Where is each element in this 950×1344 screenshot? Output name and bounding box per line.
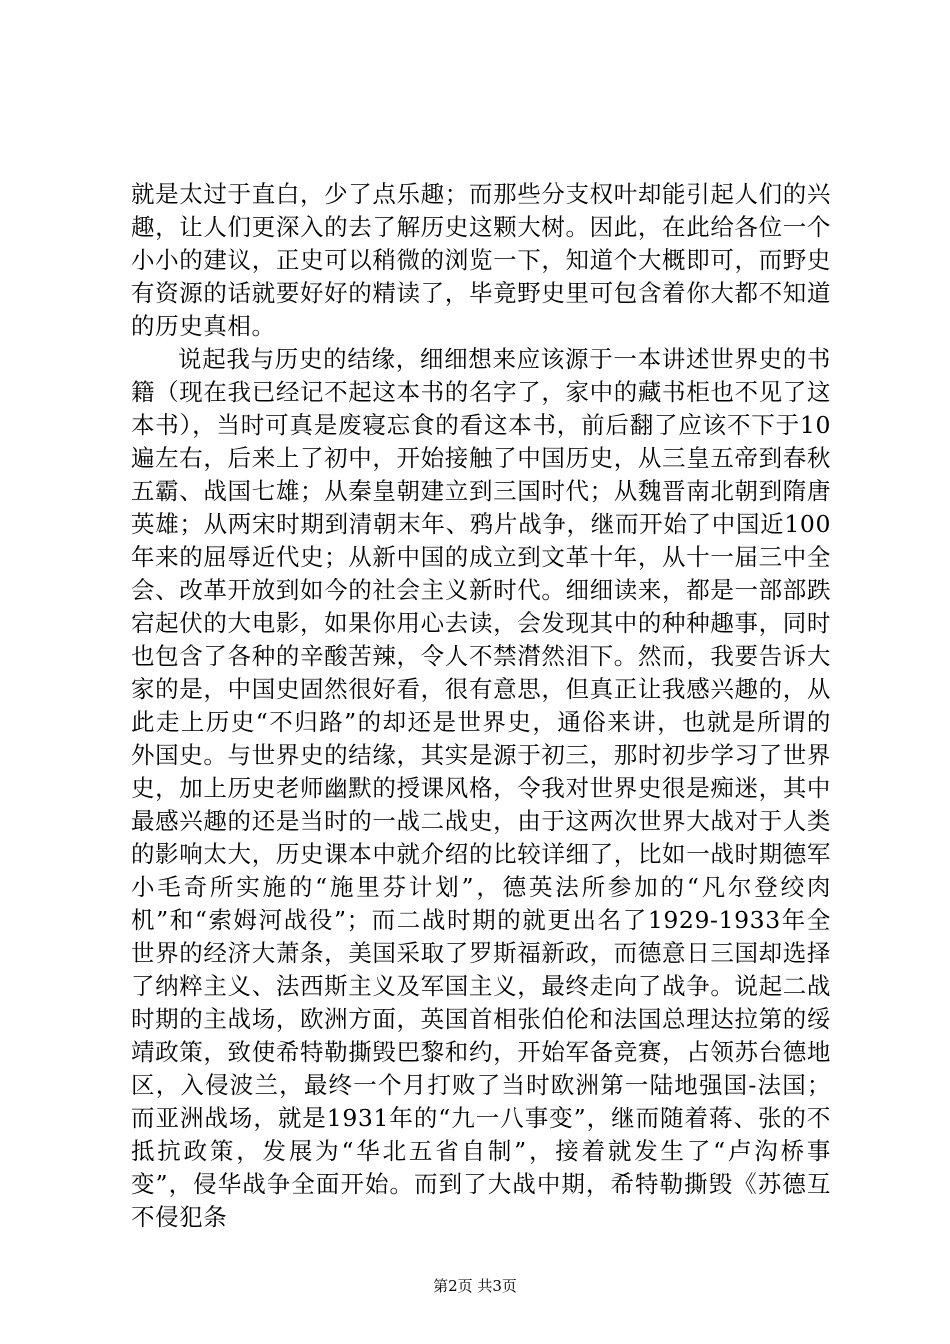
paragraph-continued: 就是太过于直白，少了点乐趣；而那些分支权叶却能引起人们的兴趣，让人们更深入的去了解历史这颗大树。因此，在此给各位一个小小的建议，正史可以稍微的浏览一下，知道个大概即可，而野史有资源的话就要好好的精读了，毕竟野史里可包含着你大都不知道的历史真相。 — [131, 180, 831, 340]
page-footer — [0, 1276, 950, 1296]
paragraph-history-origin: 说起我与历史的结缘，细细想来应该源于一本讲述世界史的书籍（现在我已经记不起这本书的名字了，家中的藏书柜也不见了这本书），当时可真是废寝忘食的看这本书，前后翻了应该不下于10遍左右，后来上了初中，开始接触了中国历史，从三皇五帝到春秋五霸、战国七雄；从秦皇朝建立到三国时代；从魏晋南北朝到隋唐英雄；从两宋时期到清朝末年、鸦片战争，继而开始了中国近100年来的屈辱近代史；从新中国的成立到文革十年，从十一届三中全会、改革开放到如今的社会主义新时代。细细读来，都是一部部跌宕起伏的大电影，如果你用心去读，会发现其中的种种趣事，同时也包含了各种的辛酸苦辣，令人不禁潸然泪下。然而，我要告诉大家的是，中国史固然很好看，很有意思，但真正让我感兴趣的，从此走上历史“不归路”的却还是世界史，通俗来讲，也就是所谓的外国史。与世界史的结缘，其实是源于初三，那时初步学习了世界史，加上历史老师幽默的授课风格，令我对世界史很是痴迷，其中最感兴趣的还是当时的一战二战史，由于这两次世界大战对于人类的影响太大，历史课本中就介绍的比较详细了，比如一战时期德军小毛奇所实施的“施里芬计划”，德英法所参加的“凡尔登绞肉机”和“索姆河战役”；而二战时期的就更出名了1929-1933年全世界的经济大萧条，美国采取了罗斯福新政，而德意日三国却选择了纳粹主义、法西斯主义及军国主义，最终走向了战争。说起二战时期的主战场，欧洲方面，英国首相张伯伦和法国总理达拉第的绥靖政策，致使希特勒撕毁巴黎和约，开始军备竞赛，占领苏台德地区，入侵波兰，最终一个月打败了当时欧洲第一陆地强国-法国；而亚洲战场，就是1931年的“九一八事变”，继而随着蒋、张的不抵抗政策，发展为“华北五省自制”，接着就发生了“卢沟桥事变”，侵华战争全面开始。而到了大战中期，希特勒撕毁《苏德互不侵犯条 — [131, 345, 831, 1231]
page-number-label: 第2页 共3页 — [433, 1277, 517, 1295]
document-body — [131, 178, 831, 1234]
